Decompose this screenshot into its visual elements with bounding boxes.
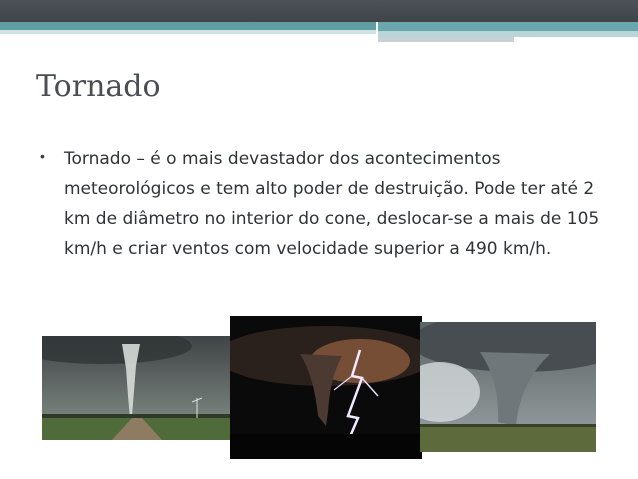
header-stripe-short xyxy=(378,37,514,42)
tornado-road-photo xyxy=(42,336,232,440)
header-stripe-left xyxy=(0,30,376,34)
header-accent-left xyxy=(0,22,376,30)
bullet-list xyxy=(36,144,606,264)
tornado-wedge-photo xyxy=(420,322,596,452)
header-accent-right xyxy=(378,22,638,31)
bullet-text: Tornado – é o mais devastador dos acontecimentos meteorológicos e tem alto poder de destruição. Pode ter até 2 km de diâmetro no interior do cone, deslocar-se a mais de 105 km/h e criar ventos com velocidade superior a 490 km/h. xyxy=(64,149,600,259)
slide-title: Tornado xyxy=(36,69,161,104)
tornado-lightning-photo xyxy=(230,316,422,459)
bullet-marker: • xyxy=(40,148,45,164)
header-band xyxy=(0,0,638,22)
header-divider xyxy=(376,22,378,42)
